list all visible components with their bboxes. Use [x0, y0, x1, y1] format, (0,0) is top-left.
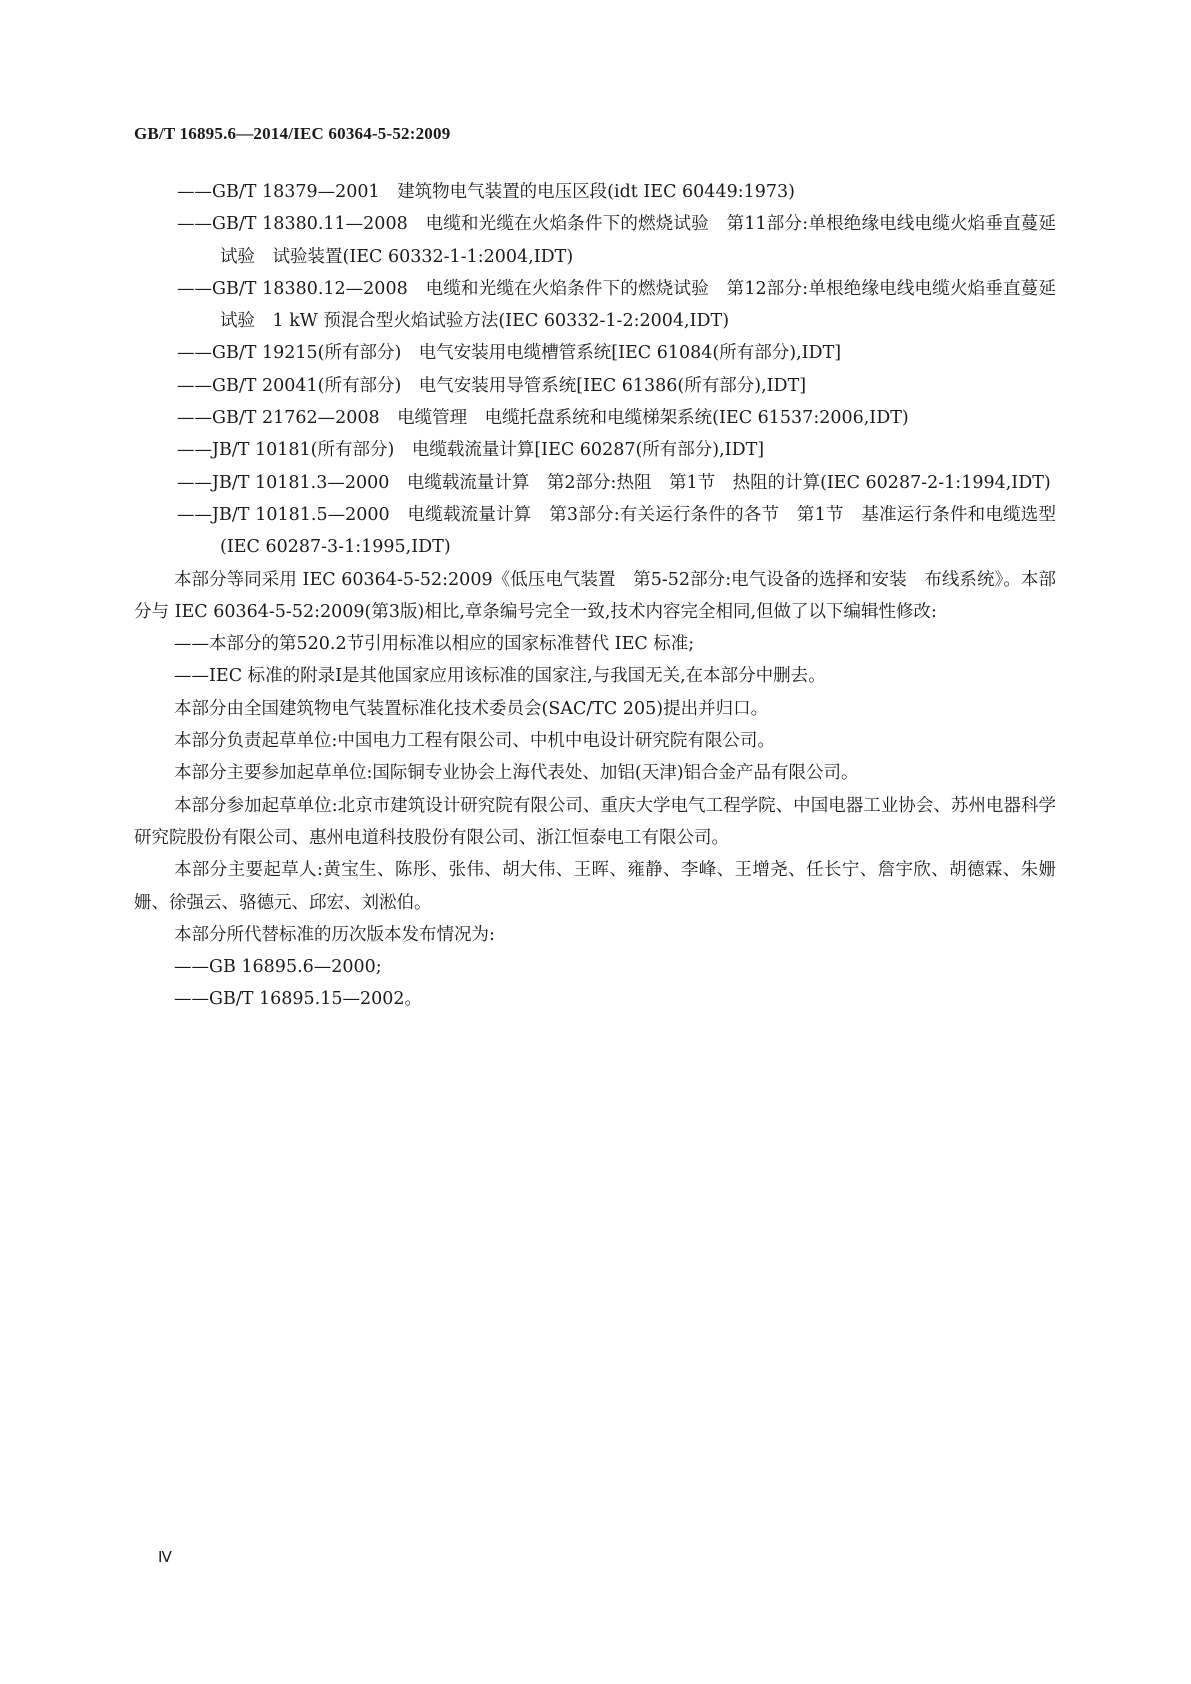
participating-unit-paragraph: 本部分参加起草单位:北京市建筑设计研究院有限公司、重庆大学电气工程学院、中国电器工业协会、苏州电器科学研究院股份有限公司、惠州电道科技股份有限公司、浙江恒泰电工有限公司。 — [134, 795, 1056, 848]
adoption-paragraph: 本部分等同采用 IEC 60364-5-52:2009《低压电气装置 第5-52部分:电气设备的选择和安装 布线系统》。本部分与 IEC 60364-5-52:2009(第3版)相比,章条编号完全一致,技术内容完全相同,但做了以下编辑性修改: — [134, 569, 1056, 622]
drafting-unit-paragraph: 本部分负责起草单位:中国电力工程有限公司、中机中电设计研究院有限公司。 — [174, 731, 775, 752]
reference-list — [134, 176, 1056, 564]
proposal-paragraph: 本部分由全国建筑物电气装置标准化技术委员会(SAC/TC 205)提出并归口。 — [174, 698, 769, 719]
previous-editions-list — [134, 951, 1056, 1016]
drafters-paragraph: 本部分主要起草人:黄宝生、陈彤、张伟、胡大伟、王晖、雍静、李峰、王增尧、任长宁、詹宇欣、胡德霖、朱姗姗、徐强云、骆德元、邱宏、刘淞伯。 — [134, 860, 1056, 913]
modification-item: ——本部分的第520.2节引用标准以相应的国家标准替代 IEC 标准; — [174, 634, 695, 655]
document-body — [134, 176, 1056, 1016]
previous-edition-item: ——GB 16895.6—2000; — [174, 957, 382, 978]
reference-item: ——GB/T 21762—2008 电缆管理 电缆托盘系统和电缆梯架系统(IEC 61537:2006,IDT) — [177, 408, 909, 429]
previous-editions-intro: 本部分所代替标准的历次版本发布情况为: — [174, 924, 495, 945]
reference-item: ——GB/T 18380.11—2008 电缆和光缆在火焰条件下的燃烧试验 第11部分:单根绝缘电线电缆火焰垂直蔓延试验 试验装置(IEC 60332-1-1:2004,IDT) — [177, 214, 1056, 267]
reference-item: ——JB/T 10181(所有部分) 电缆载流量计算[IEC 60287(所有部分),IDT] — [177, 440, 765, 461]
reference-item: ——JB/T 10181.3—2000 电缆载流量计算 第2部分:热阻 第1节 热阻的计算(IEC 60287-2-1:1994,IDT) — [177, 472, 1051, 493]
reference-item: ——GB/T 20041(所有部分) 电气安装用导管系统[IEC 61386(所有部分),IDT] — [177, 375, 807, 396]
previous-edition-item: ——GB/T 16895.15—2002。 — [174, 989, 423, 1010]
modification-list — [134, 628, 1056, 693]
main-participating-unit-paragraph: 本部分主要参加起草单位:国际铜专业协会上海代表处、加铝(天津)铝合金产品有限公司。 — [174, 763, 859, 784]
page-number: Ⅳ — [158, 1550, 172, 1566]
document-header: GB/T 16895.6—2014/IEC 60364-5-52:2009 — [134, 124, 451, 143]
reference-item: ——GB/T 19215(所有部分) 电气安装用电缆槽管系统[IEC 61084(所有部分),IDT] — [177, 343, 842, 364]
reference-item: ——GB/T 18379—2001 建筑物电气装置的电压区段(idt IEC 60449:1973) — [177, 182, 795, 202]
reference-item: ——GB/T 18380.12—2008 电缆和光缆在火焰条件下的燃烧试验 第12部分:单根绝缘电线电缆火焰垂直蔓延试验 1 kW 预混合型火焰试验方法(IEC 60332-1-2:2004,IDT) — [177, 278, 1056, 332]
reference-item: ——JB/T 10181.5—2000 电缆载流量计算 第3部分:有关运行条件的各节 第1节 基准运行条件和电缆选型(IEC 60287-3-1:1995,IDT) — [177, 504, 1056, 558]
modification-item: ——IEC 标准的附录I是其他国家应用该标准的国家注,与我国无关,在本部分中删去。 — [174, 666, 826, 687]
